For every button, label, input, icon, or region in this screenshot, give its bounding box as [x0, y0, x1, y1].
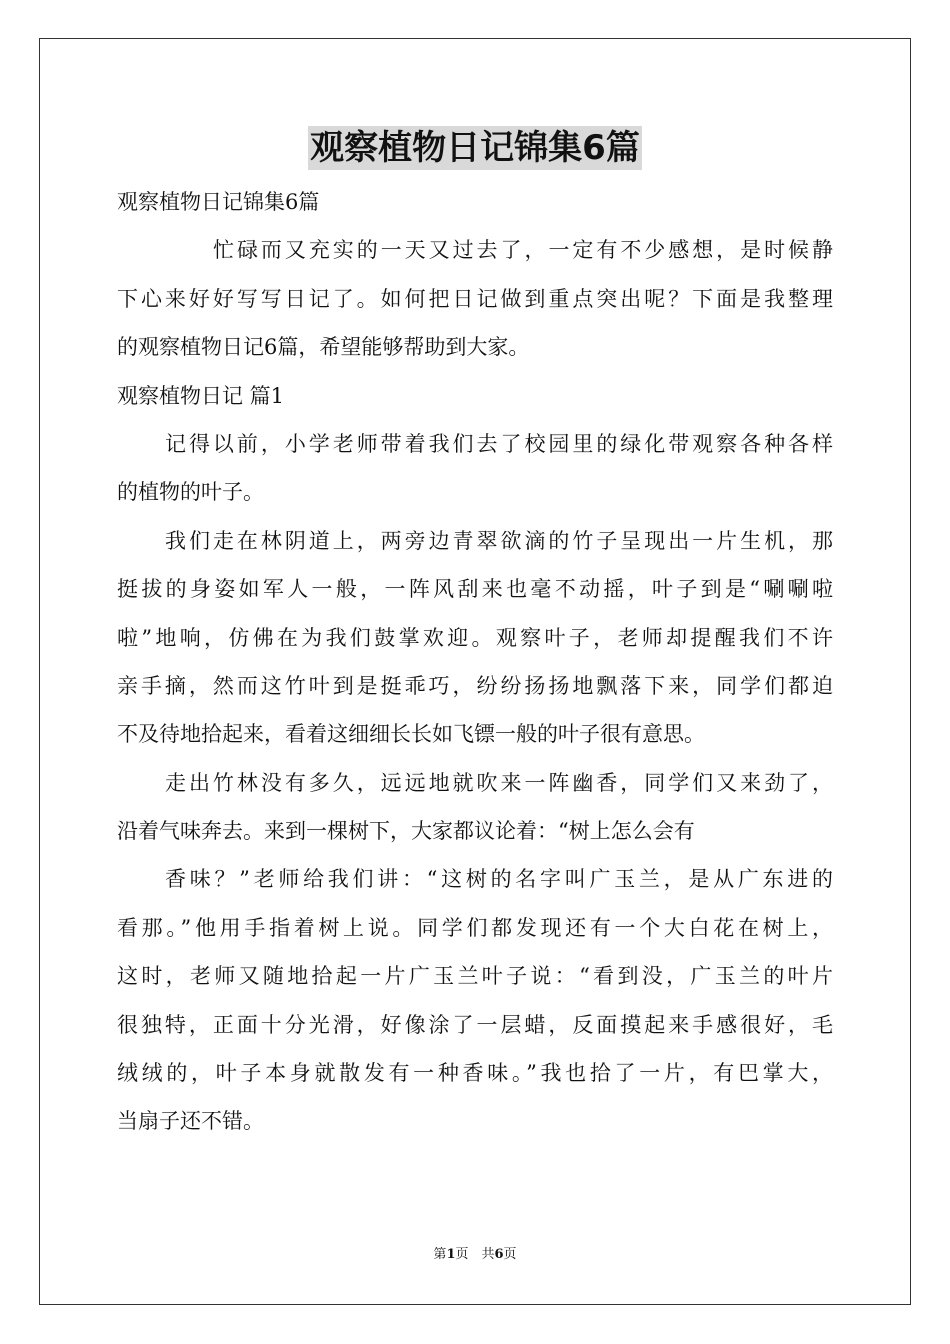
footer-page-mid: 页 共	[455, 1247, 495, 1262]
text-line: 看那。”他用手指着树上说。同学们都发现还有一个大白花在树上，	[117, 915, 833, 940]
text-line: 下心来好好写写日记了。如何把日记做到重点突出呢？下面是我整理	[117, 286, 833, 311]
text-line: 很独特，正面十分光滑，好像涂了一层蜡，反面摸起来手感很好，毛	[117, 1012, 833, 1037]
text-line: 亲手摘，然而这竹叶到是挺乖巧，纷纷扬扬地飘落下来，同学们都迫	[117, 673, 833, 698]
footer-page-suffix: 页	[503, 1247, 517, 1262]
text-line: 绒绒的，叶子本身就散发有一种香味。”我也拾了一片，有巴掌大，	[117, 1061, 833, 1086]
page-footer	[0, 1246, 950, 1264]
text-line: 走出竹林没有多久，远远地就吹来一阵幽香，同学们又来劲了，	[165, 770, 833, 795]
text-line: 啦”地响，仿佛在为我们鼓掌欢迎。观察叶子，老师却提醒我们不许	[117, 625, 833, 650]
footer-page-prefix: 第	[433, 1247, 447, 1262]
text-line: 忙碌而又充实的一天又过去了，一定有不少感想，是时候静	[213, 238, 833, 263]
text-line: 记得以前，小学老师带着我们去了校园里的绿化带观察各种各样	[165, 431, 833, 456]
document-body	[117, 178, 833, 1146]
text-line: 这时，老师又随地拾起一片广玉兰叶子说：“看到没，广玉兰的叶片	[117, 964, 833, 989]
footer-page-number: 1	[446, 1247, 456, 1262]
text-line: 观察植物日记锦集6篇	[117, 190, 320, 214]
footer-page-total: 6	[494, 1247, 504, 1262]
text-line: 我们走在林阴道上，两旁边青翠欲滴的竹子呈现出一片生机，那	[165, 528, 833, 553]
text-line: 当扇子还不错。	[117, 1109, 264, 1134]
title-wrap	[0, 126, 950, 170]
text-line: 挺拔的身姿如军人一般，一阵风刮来也毫不动摇，叶子到是“唰唰啦	[117, 577, 833, 602]
text-line: 不及待地拾起来，看着这细细长长如飞镖一般的叶子很有意思。	[117, 722, 705, 747]
document-title: 观察植物日记锦集6篇	[310, 128, 640, 168]
text-line: 的植物的叶子。	[117, 480, 264, 505]
text-line: 的观察植物日记6篇，希望能够帮助到大家。	[117, 335, 530, 360]
text-line: 沿着气味奔去。来到一棵树下，大家都议论着：“树上怎么会有	[117, 819, 695, 844]
section-heading: 观察植物日记 篇1	[117, 383, 285, 408]
text-line: 香味？”老师给我们讲：“这树的名字叫广玉兰，是从广东进的	[165, 867, 833, 892]
